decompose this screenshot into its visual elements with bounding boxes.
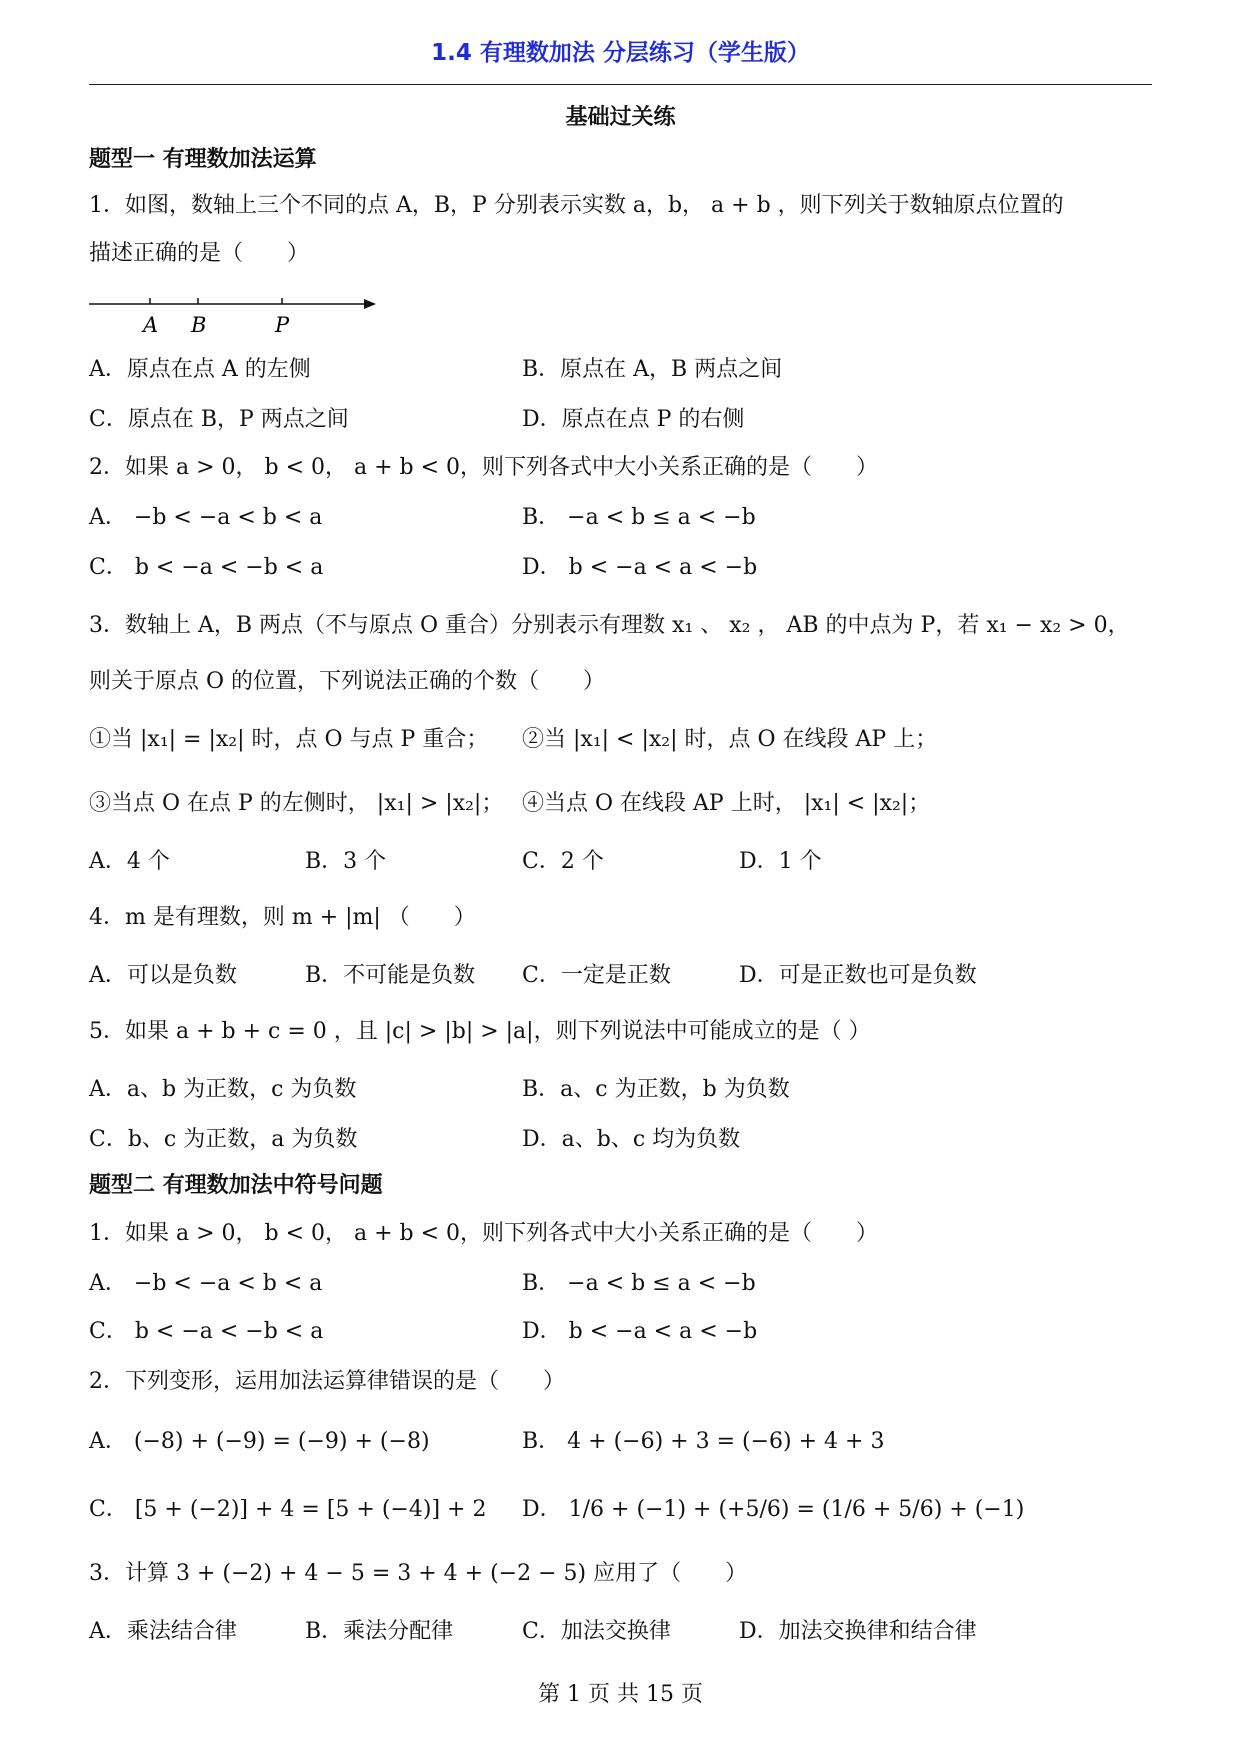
t2-q1-option-d: D． b < −a < a < −b — [522, 1319, 758, 1344]
q2-option-a: A． −b < −a < b < a — [89, 505, 323, 530]
axis-arrow — [364, 299, 376, 309]
q2-option-d: D． b < −a < a < −b — [522, 555, 758, 580]
type1-heading: 题型一 有理数加法运算 — [89, 147, 317, 172]
t2-q2-stem: 2．下列变形，运用加法运算律错误的是（ ） — [89, 1369, 565, 1394]
t2-q2-option-b: B． 4 + (−6) + 3 = (−6) + 4 + 3 — [522, 1429, 885, 1454]
t2-q3-option-b: B．乘法分配律 — [305, 1619, 454, 1644]
q5-stem: 5．如果 a + b + c = 0 ，且 |c| > |b| > |a|，则下列说法中可能成立的是（ ） — [89, 1019, 871, 1044]
q5-option-d: D．a、b、c 均为负数 — [522, 1127, 741, 1152]
q3-statement-4: ④当点 O 在线段 AP 上时， |x₁| < |x₂|； — [522, 791, 931, 816]
q3-statement-1: ①当 |x₁| = |x₂| 时，点 O 与点 P 重合； — [89, 727, 489, 752]
type2-heading: 题型二 有理数加法中符号问题 — [89, 1173, 383, 1198]
q4-option-b: B．不可能是负数 — [305, 963, 476, 988]
q3-option-b: B．3 个 — [305, 849, 387, 874]
label-p: P — [275, 313, 290, 337]
q1-option-a: A．原点在点 A 的左侧 — [89, 357, 311, 382]
q3-statement-2: ②当 |x₁| < |x₂| 时，点 O 在线段 AP 上； — [522, 727, 938, 752]
label-b: B — [191, 313, 207, 337]
t2-q1-option-b: B． −a < b ≤ a < −b — [522, 1271, 756, 1296]
number-line-figure — [89, 292, 379, 342]
q3-stem-line1: 3．数轴上 A，B 两点（不与原点 O 重合）分别表示有理数 x₁ 、 x₂ ， AB 的中点为 P，若 x₁ − x₂ > 0， — [89, 613, 1130, 638]
q1-option-c: C．原点在 B，P 两点之间 — [89, 407, 349, 432]
t2-q1-option-a: A． −b < −a < b < a — [89, 1271, 323, 1296]
q2-option-b: B． −a < b ≤ a < −b — [522, 505, 756, 530]
page-title: 1.4 有理数加法 分层练习（学生版） — [431, 40, 810, 66]
t2-q3-option-d: D．加法交换律和结合律 — [739, 1619, 977, 1644]
t2-q1-option-c: C． b < −a < −b < a — [89, 1319, 324, 1344]
q2-stem: 2．如果 a > 0， b < 0， a + b < 0，则下列各式中大小关系正确的是（ ） — [89, 455, 879, 480]
label-a: A — [143, 313, 159, 337]
q4-option-d: D．可是正数也可是负数 — [739, 963, 977, 988]
q4-stem: 4．m 是有理数，则 m + |m| （ ） — [89, 905, 476, 930]
t2-q2-option-a: A． (−8) + (−9) = (−9) + (−8) — [89, 1429, 430, 1454]
q5-option-c: C．b、c 为正数，a 为负数 — [89, 1127, 358, 1152]
t2-q2-option-c: C． [5 + (−2)] + 4 = [5 + (−4)] + 2 — [89, 1497, 487, 1522]
q1-option-d: D．原点在点 P 的右侧 — [522, 407, 745, 432]
q1-stem-line1: 1．如图，数轴上三个不同的点 A，B，P 分别表示实数 a，b， a + b ，则下列关于数轴原点位置的 — [89, 193, 1064, 218]
q1-stem-line2: 描述正确的是（ ） — [89, 241, 310, 266]
q5-option-a: A．a、b 为正数，c 为负数 — [89, 1077, 357, 1102]
section-title: 基础过关练 — [565, 105, 676, 130]
t2-q3-option-a: A．乘法结合律 — [89, 1619, 237, 1644]
q4-option-c: C．一定是正数 — [522, 963, 671, 988]
q1-option-b: B．原点在 A，B 两点之间 — [522, 357, 783, 382]
q5-option-b: B．a、c 为正数，b 为负数 — [522, 1077, 790, 1102]
t2-q2-option-d: D． 1/6 + (−1) + (+5/6) = (1/6 + 5/6) + (−1) — [522, 1497, 1025, 1522]
t2-q3-option-c: C．加法交换律 — [522, 1619, 671, 1644]
q3-stem-line2: 则关于原点 O 的位置，下列说法正确的个数（ ） — [89, 669, 606, 694]
page-footer: 第 1 页 共 15 页 — [538, 1682, 703, 1707]
q3-statement-3: ③当点 O 在点 P 的左侧时， |x₁| > |x₂|； — [89, 791, 504, 816]
q3-option-d: D．1 个 — [739, 849, 822, 874]
header-rule — [89, 84, 1152, 85]
t2-q1-stem: 1．如果 a > 0， b < 0， a + b < 0，则下列各式中大小关系正确的是（ ） — [89, 1221, 879, 1246]
q2-option-c: C． b < −a < −b < a — [89, 555, 324, 580]
q4-option-a: A．可以是负数 — [89, 963, 237, 988]
q3-option-a: A．4 个 — [89, 849, 170, 874]
t2-q3-stem: 3．计算 3 + (−2) + 4 − 5 = 3 + 4 + (−2 − 5) 应用了（ ） — [89, 1561, 748, 1586]
q3-option-c: C．2 个 — [522, 849, 604, 874]
